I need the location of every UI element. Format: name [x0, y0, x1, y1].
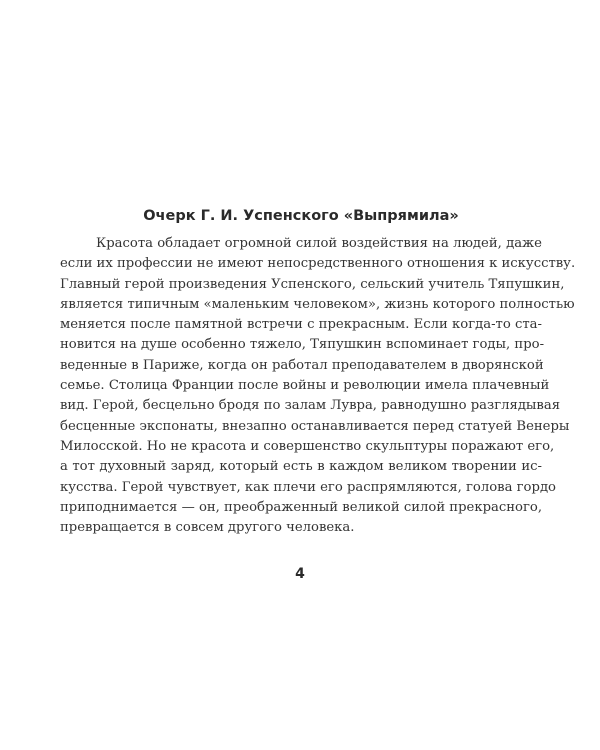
paragraph-line: Главный герой произведения Успенского, сельский учитель Тяпушкин, [60, 276, 565, 292]
page-number: 4 [295, 566, 305, 582]
paragraph-line: новится на душе особенно тяжело, Тяпушкин вспоминает годы, про- [60, 337, 545, 353]
essay-paragraph [60, 234, 576, 538]
paragraph-line: вид. Герой, бесцельно бродя по залам Лувра, равнодушно разглядывая [60, 398, 561, 414]
paragraph-line: бесценные экспонаты, внезапно останавливается перед статуей Венеры [60, 418, 570, 434]
paragraph-line: приподнимается — он, преображенный великой силой прекрасного, [60, 499, 543, 515]
paragraph-line: веденные в Париже, когда он работал преподавателем в дворянской [60, 357, 544, 373]
essay-heading: Очерк Г. И. Успенского «Выпрямила» [143, 208, 459, 224]
paragraph-line: является типичным «маленьким человеком», жизнь которого полностью [60, 296, 575, 312]
paragraph-line: Милосской. Но не красота и совершенство скульптуры поражают его, [60, 438, 555, 454]
paragraph-line: если их профессии не имеют непосредственного отношения к искусству. [60, 256, 576, 272]
paragraph-line: а тот духовный заряд, который есть в каждом великом творении ис- [60, 459, 542, 475]
paragraph-line: кусства. Герой чувствует, как плечи его распрямляются, голова гордо [60, 479, 556, 495]
paragraph-line: Красота обладает огромной силой воздействия на людей, даже [96, 236, 542, 251]
paragraph-line: меняется после памятной встречи с прекрасным. Если когда-то ста- [60, 317, 542, 333]
paragraph-line: превращается в совсем другого человека. [60, 520, 355, 536]
paragraph-line: семье. Столица Франции после войны и революции имела плачевный [60, 378, 550, 394]
